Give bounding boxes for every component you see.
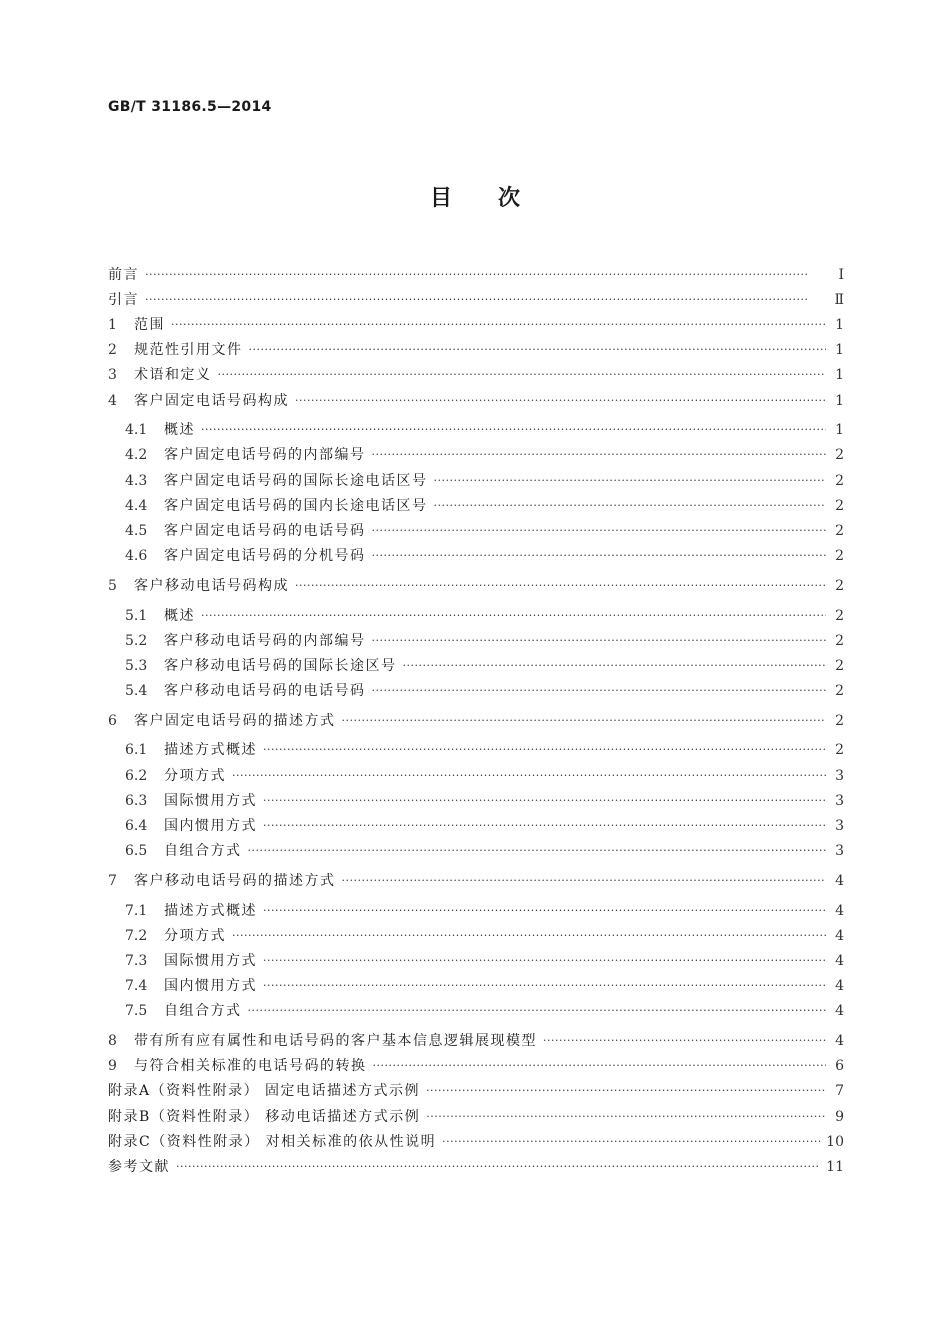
toc-entry[interactable] xyxy=(108,468,844,493)
toc-entry-page: 4 xyxy=(835,978,844,995)
toc-entry-page: 4 xyxy=(835,902,844,919)
toc-entry[interactable] xyxy=(108,763,844,788)
toc-entry-label: 客户固定电话号码的描述方式 xyxy=(134,712,336,729)
toc-entry[interactable] xyxy=(108,1028,844,1053)
toc-entry-page: 2 xyxy=(835,548,844,565)
toc-entry-number: 6.1 xyxy=(125,742,148,759)
dot-leader xyxy=(342,713,827,729)
toc-entry-label: 参考文献 xyxy=(108,1158,170,1175)
toc-entry-number: 5.2 xyxy=(125,632,148,649)
dot-leader xyxy=(232,928,826,944)
toc-entry-page: 1 xyxy=(835,392,844,409)
toc-entry-page: 9 xyxy=(835,1108,844,1125)
toc-entry-number: 3 xyxy=(108,367,117,384)
toc-entry-number: 2 xyxy=(108,342,117,359)
dot-leader xyxy=(232,768,826,784)
dot-leader xyxy=(248,1003,827,1019)
toc-entry[interactable] xyxy=(108,923,844,948)
toc-entry[interactable] xyxy=(108,418,844,443)
toc-entry-label: 规范性引用文件 xyxy=(134,342,243,359)
standard-code: GB/T 31186.5—2014 xyxy=(108,99,272,115)
toc-entry[interactable] xyxy=(108,1079,844,1104)
toc-entry-label: 描述方式概述 xyxy=(164,742,257,759)
toc-entry-page: 6 xyxy=(835,1058,844,1075)
toc-entry-label: 国内惯用方式 xyxy=(164,978,257,995)
toc-entry[interactable] xyxy=(108,868,844,893)
toc-entry-page: 7 xyxy=(835,1083,844,1100)
toc-entry-number: 9 xyxy=(108,1058,117,1075)
toc-entry-label: 客户固定电话号码构成 xyxy=(134,392,289,409)
dot-leader xyxy=(426,1109,826,1125)
toc-entry-label: 自组合方式 xyxy=(164,1003,242,1020)
toc-entry[interactable] xyxy=(108,338,844,363)
toc-entry-number: 6.3 xyxy=(125,792,148,809)
toc-entry-number: 7.5 xyxy=(125,1003,148,1020)
toc-entry-number: 5 xyxy=(108,577,117,594)
toc-entry-page: Ⅱ xyxy=(834,291,844,308)
toc-entry[interactable] xyxy=(108,603,844,628)
toc-entry-number: 7.2 xyxy=(125,927,148,944)
dot-leader xyxy=(295,393,826,409)
toc-entry[interactable] xyxy=(108,518,844,543)
toc-entry[interactable] xyxy=(108,312,844,337)
toc-entry-number: 6.2 xyxy=(125,767,148,784)
toc-entry-page: 2 xyxy=(835,632,844,649)
toc-entry-number: 6 xyxy=(108,712,117,729)
toc-entry[interactable] xyxy=(108,573,844,598)
dot-leader xyxy=(263,978,826,994)
toc-entry-number: 4.2 xyxy=(125,447,148,464)
dot-leader xyxy=(248,843,827,859)
dot-leader xyxy=(342,873,827,889)
toc-entry-number: 7 xyxy=(108,872,117,889)
dot-leader xyxy=(372,447,827,463)
toc-entry-label: 国际惯用方式 xyxy=(164,952,257,969)
dot-leader xyxy=(263,818,826,834)
toc-entry[interactable] xyxy=(108,628,844,653)
toc-entry[interactable] xyxy=(108,653,844,678)
toc-entry-label: 客户移动电话号码的国际长途区号 xyxy=(164,657,397,674)
toc-entry-number: 5.1 xyxy=(125,607,148,624)
toc-entry-number: 4.3 xyxy=(125,472,148,489)
toc-entry-page: 4 xyxy=(835,1033,844,1050)
toc-entry-page: 4 xyxy=(835,872,844,889)
toc-entry-number: 6.5 xyxy=(125,843,148,860)
toc-entry-label: 带有所有应有属性和电话号码的客户基本信息逻辑展现模型 xyxy=(134,1033,537,1050)
dot-leader xyxy=(145,292,826,308)
toc-entry-label: 客户移动电话号码的描述方式 xyxy=(134,872,336,889)
dot-leader xyxy=(263,953,826,969)
toc-entry-page: 1 xyxy=(835,422,844,439)
dot-leader xyxy=(171,317,826,333)
toc-entry-label: 附录B（资料性附录） 移动电话描述方式示例 xyxy=(108,1108,421,1125)
dot-leader xyxy=(176,1159,820,1175)
toc-entry-label: 描述方式概述 xyxy=(164,902,257,919)
toc-entry-number: 5.4 xyxy=(125,683,148,700)
toc-entry-page: Ⅰ xyxy=(838,266,844,283)
toc-entry-page: 2 xyxy=(835,712,844,729)
toc-entry-page: 2 xyxy=(835,447,844,464)
toc-entry-page: 2 xyxy=(835,522,844,539)
toc-entry-label: 国内惯用方式 xyxy=(164,818,257,835)
dot-leader xyxy=(372,523,827,539)
toc-entry[interactable] xyxy=(108,493,844,518)
toc-entry-label: 客户移动电话号码构成 xyxy=(134,577,289,594)
toc-entry-label: 客户移动电话号码的电话号码 xyxy=(164,683,366,700)
toc-entry-page: 2 xyxy=(835,497,844,514)
toc-entry[interactable] xyxy=(108,738,844,763)
toc-entry-label: 客户移动电话号码的内部编号 xyxy=(164,632,366,649)
toc-entry-label: 与符合相关标准的电话号码的转换 xyxy=(134,1058,367,1075)
toc-entry-page: 1 xyxy=(835,367,844,384)
toc-entry[interactable] xyxy=(108,1104,844,1129)
toc-entry-label: 范围 xyxy=(134,316,165,333)
toc-entry[interactable] xyxy=(108,948,844,973)
toc-entry-label: 客户固定电话号码的电话号码 xyxy=(164,522,366,539)
toc-entry[interactable] xyxy=(108,708,844,733)
toc-entry[interactable] xyxy=(108,443,844,468)
toc-entry-label: 分项方式 xyxy=(164,927,226,944)
dot-leader xyxy=(145,267,826,283)
toc-entry[interactable] xyxy=(108,388,844,413)
toc-entry-page: 1 xyxy=(835,316,844,333)
toc-entry-number: 7.1 xyxy=(125,902,148,919)
toc-entry-page: 2 xyxy=(835,577,844,594)
toc-entry-label: 附录C（资料性附录） 对相关标准的依从性说明 xyxy=(108,1133,437,1150)
toc-entry-page: 4 xyxy=(835,1003,844,1020)
toc-entry[interactable] xyxy=(108,544,844,569)
toc-entry-label: 分项方式 xyxy=(164,767,226,784)
dot-leader xyxy=(403,658,827,674)
toc-entry-page: 11 xyxy=(826,1158,844,1175)
dot-leader xyxy=(543,1033,826,1049)
dot-leader xyxy=(201,422,826,438)
toc-entry-label: 概述 xyxy=(164,607,195,624)
toc-entry-number: 4.4 xyxy=(125,497,148,514)
toc-entry[interactable] xyxy=(108,679,844,704)
dot-leader xyxy=(218,367,827,383)
toc-entry-number: 4.5 xyxy=(125,522,148,539)
dot-leader xyxy=(263,793,826,809)
dot-leader xyxy=(263,903,826,919)
dot-leader xyxy=(201,608,826,624)
dot-leader xyxy=(434,498,827,514)
toc-entry-label: 客户固定电话号码的分机号码 xyxy=(164,548,366,565)
dot-leader xyxy=(434,473,827,489)
toc-entry[interactable] xyxy=(108,1154,844,1179)
dot-leader xyxy=(295,578,826,594)
toc-entry-page: 3 xyxy=(835,792,844,809)
toc-entry-label: 概述 xyxy=(164,422,195,439)
toc-entry-page: 2 xyxy=(835,742,844,759)
dot-leader xyxy=(263,742,826,758)
toc-entry-label: 国际惯用方式 xyxy=(164,792,257,809)
toc-entry-label: 术语和定义 xyxy=(134,367,212,384)
dot-leader xyxy=(249,342,827,358)
toc-entry-page: 1 xyxy=(835,342,844,359)
toc-entry-number: 4.1 xyxy=(125,422,148,439)
dot-leader xyxy=(372,548,827,564)
toc-entry-page: 4 xyxy=(835,952,844,969)
toc-entry-page: 4 xyxy=(835,927,844,944)
toc-entry-page: 2 xyxy=(835,657,844,674)
toc-entry-number: 7.3 xyxy=(125,952,148,969)
dot-leader xyxy=(373,1058,827,1074)
toc-entry-label: 引言 xyxy=(108,291,139,308)
dot-leader xyxy=(442,1134,820,1150)
toc-entry-number: 7.4 xyxy=(125,978,148,995)
toc-entry-label: 客户固定电话号码的国际长途电话区号 xyxy=(164,472,428,489)
toc-entry-number: 5.3 xyxy=(125,657,148,674)
toc-entry[interactable] xyxy=(108,974,844,999)
toc-entry-page: 3 xyxy=(835,843,844,860)
toc-entry[interactable] xyxy=(108,813,844,838)
toc-entry-number: 4 xyxy=(108,392,117,409)
toc-entry[interactable] xyxy=(108,999,844,1024)
toc-entry[interactable] xyxy=(108,898,844,923)
toc-entry-page: 2 xyxy=(835,472,844,489)
toc-entry[interactable] xyxy=(108,363,844,388)
toc-entry[interactable] xyxy=(108,287,844,312)
toc-entry[interactable] xyxy=(108,788,844,813)
dot-leader xyxy=(426,1083,826,1099)
dot-leader xyxy=(372,683,827,699)
toc-entry-number: 8 xyxy=(108,1033,117,1050)
toc-entry[interactable] xyxy=(108,262,844,287)
table-of-contents xyxy=(108,262,844,1180)
toc-entry-label: 客户固定电话号码的国内长途电话区号 xyxy=(164,497,428,514)
toc-entry-label: 附录A（资料性附录） 固定电话描述方式示例 xyxy=(108,1083,421,1100)
toc-entry[interactable] xyxy=(108,1054,844,1079)
toc-entry-label: 前言 xyxy=(108,266,139,283)
toc-entry[interactable] xyxy=(108,839,844,864)
page-title: 目次 xyxy=(429,186,566,211)
toc-entry-number: 1 xyxy=(108,316,117,333)
toc-entry-page: 3 xyxy=(835,767,844,784)
toc-entry-number: 4.6 xyxy=(125,548,148,565)
toc-entry-page: 2 xyxy=(835,607,844,624)
toc-entry[interactable] xyxy=(108,1129,844,1154)
toc-entry-page: 10 xyxy=(826,1133,844,1150)
toc-entry-page: 3 xyxy=(835,818,844,835)
toc-entry-label: 客户固定电话号码的内部编号 xyxy=(164,447,366,464)
toc-entry-label: 自组合方式 xyxy=(164,843,242,860)
toc-entry-page: 2 xyxy=(835,683,844,700)
toc-entry-number: 6.4 xyxy=(125,818,148,835)
dot-leader xyxy=(372,633,827,649)
